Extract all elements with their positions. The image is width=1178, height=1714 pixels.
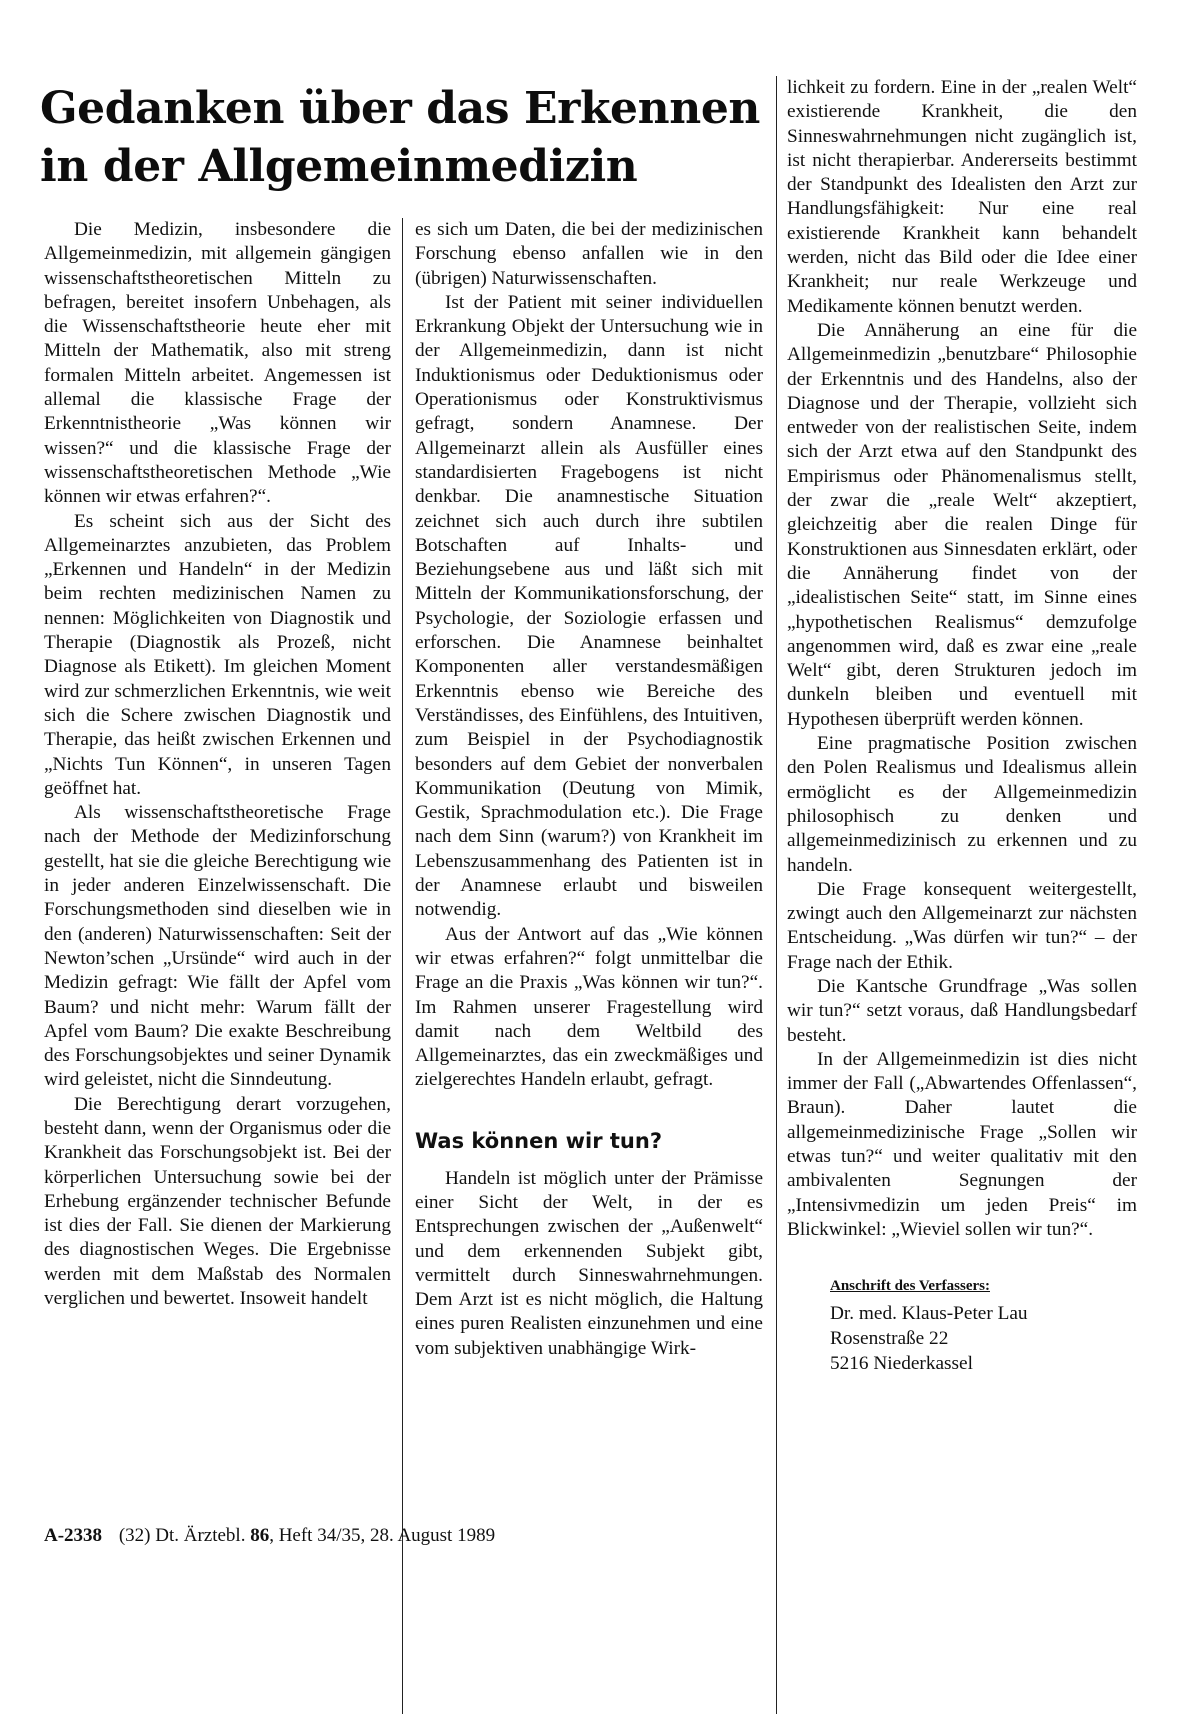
author-city: 5216 Niederkassel [830, 1353, 973, 1375]
column-3 [787, 76, 1137, 1376]
journal-volume: 86 [250, 1525, 270, 1546]
body-paragraph: Die Annäherung an eine für die Allgemeinmedizin „benutzbare“ Philosophie der Erkenntnis und des Handelns, also der Diagnose und der Therapie, vollzieht sich entweder von der realistischen Seite, indem sich der Arzt etwa auf den Standpunkt des Empirismus oder Phänomenalismus stellt, der zwar die „reale Welt“ akzeptiert, gleichzeitig aber die realen Dinge für Konstruktionen aus Sinnesdaten erklärt, oder die Annäherung findet von der „idealistischen Seite“ statt, im Sinne eines „hypothetischen Realismus“ demzufolge angenommen wird, daß es zwar eine „reale Welt“ gibt, deren Strukturen jedoch im dunkeln bleiben und eventuell mit Hypothesen überprüft werden können. [787, 319, 1137, 730]
author-address-label: Anschrift des Verfassers: [830, 1278, 990, 1295]
article-title [40, 80, 760, 196]
column-2 [415, 218, 763, 1361]
author-address [830, 1276, 1137, 1376]
journal-name: Dt. Ärztebl. [155, 1525, 246, 1546]
body-paragraph: Eine pragmatische Position zwischen den Polen Realismus und Idealismus allein ermöglicht es der Allgemeinmedizin philosophisch zu denken und allgemeinmedizinisch zu erkennen und zu handeln. [787, 733, 1137, 876]
column-1 [44, 218, 391, 1311]
journal-issue: , Heft 34/35, 28. August 1989 [269, 1525, 496, 1546]
body-paragraph: lichkeit zu fordern. Eine in der „realen Welt“ existierende Krankheit, die den Sinneswahrnehmungen nicht zugänglich ist, ist nicht therapierbar. Andererseits bestimmt der Standpunkt des Idealisten den Arzt zur Handlungsfähigkeit: Nur eine real existierende Krankheit kann behandelt werden, nicht das Bild oder die Idee einer Krankheit; nur reale Werkzeuge und Medikamente können benutzt werden. [787, 77, 1137, 317]
author-street: Rosenstraße 22 [830, 1328, 949, 1350]
page-footer [44, 1524, 495, 1548]
body-paragraph: Als wissenschaftstheoretische Frage nach der Methode der Medizinforschung gestellt, hat sie die gleiche Berechtigung wie in jeder anderen Einzelwissenschaft. Die Forschungsmethoden sind dieselben wie in den (anderen) Naturwissenschaften: Seit der Newton’schen „Ursünde“ wird auch in der Medizin gefragt: Wie fällt der Apfel vom Baum? und nicht mehr: Warum fällt der Apfel vom Baum? Die exakte Beschreibung des Forschungsobjektes und seiner Dynamik wird geleistet, nicht die Sinndeutung. [44, 802, 391, 1091]
body-paragraph: Die Medizin, insbesondere die Allgemeinmedizin, mit allgemein gängigen wissenschaftstheoretischen Mitteln zu befragen, bereitet insofern Unbehagen, als die Wissenschaftstheorie heute eher mit Mitteln der Mathematik, also mit streng formalen Mitteln arbeitet. Angemessen ist allemal die klassische Frage der Erkenntnistheorie „Was können wir wissen?“ und die klassische Frage der wissenschaftstheoretischen Methode „Wie können wir etwas erfahren?“. [44, 219, 391, 508]
body-paragraph: Es scheint sich aus der Sicht des Allgemeinarztes anzubieten, das Problem „Erkennen und Handeln“ in der Medizin beim rechten medizinischen Namen zu nennen: Möglichkeiten von Diagnostik und Therapie (Diagnostik als Prozeß, nicht Diagnose als Etikett). Im gleichen Moment wird zur schmerzlichen Erkenntnis, wie weit sich die Schere zwischen Diagnostik und Therapie, das heißt zwischen Erkennen und „Nichts Tun Können“, in unseren Tagen geöffnet hat. [44, 510, 391, 799]
page-number: (32) [118, 1525, 151, 1546]
body-paragraph: Die Berechtigung derart vorzugehen, besteht dann, wenn der Organismus oder die Krankheit das Forschungsobjekt ist. Bei der körperlichen Untersuchung sowie bei der Erhebung ergänzender technischer Befunde ist dies der Fall. Sie dienen der Markierung des diagnostischen Weges. Die Ergebnisse werden mit dem Maßstab des Normalen verglichen und bewertet. Insoweit handelt [44, 1093, 391, 1310]
section-heading: Was können wir tun? [415, 1128, 663, 1153]
body-paragraph: es sich um Daten, die bei der medizinischen Forschung ebenso anfallen wie in den (übrigen) Naturwissenschaften. [415, 219, 763, 289]
column-divider [402, 218, 403, 1714]
body-paragraph: Die Frage konsequent weitergestellt, zwingt auch den Allgemeinarzt zur nächsten Entscheidung. „Was dürfen wir tun?“ – der Frage nach der Ethik. [787, 878, 1137, 973]
body-paragraph: Ist der Patient mit seiner individuellen Erkrankung Objekt der Untersuchung wie in der Allgemeinmedizin, dann ist nicht Induktionismus oder Deduktionismus oder Operationismus oder Konstruktivismus gefragt, sondern Anamnese. Der Allgemeinarzt allein als Ausfüller eines standardisierten Fragebogens ist nicht denkbar. Die anamnestische Situation zeichnet sich auch durch ihre subtilen Botschaften auf Inhalts- und Beziehungsebene aus und läßt sich mit Mitteln der Kommunikationsforschung, der Psychologie, der Soziologie erfassen und erforschen. Die Anamnese beinhaltet Komponenten aller verstandesmäßigen Erkenntnis ebenso wie Bereiche des Verständisses, des Einfühlens, des Intuitiven, zum Beispiel in der Psychodiagnostik besonders auf dem Gebiet der nonverbalen Kommunikation (Deutung von Mimik, Gestik, Sprachmodulation etc.). Die Frage nach dem Sinn (warum?) von Krankheit im Lebenszusammenhang des Patienten ist in der Anamnese erlaubt und bisweilen notwendig. [415, 291, 763, 921]
body-paragraph: Aus der Antwort auf das „Wie können wir etwas erfahren?“ folgt unmittelbar die Frage an die Praxis „Was können wir tun?“. Im Rahmen unserer Fragestellung wird damit nach dem Weltbild des Allgemeinarztes, das ein zweckmäßiges und zielgerechtes Handeln erlaubt, gefragt. [415, 923, 763, 1091]
title-line-2: in der Allgemeinmedizin [40, 141, 638, 192]
body-paragraph: In der Allgemeinmedizin ist dies nicht immer der Fall („Abwartendes Offenlassen“, Braun). Daher lautet die allgemeinmedizinische Frage „Sollen wir etwas tun?“ und weiter qualitativ mit den ambivalenten Segnungen der „Intensivmedizin um jeden Preis“ im Blickwinkel: „Wieviel sollen wir tun?“. [787, 1048, 1137, 1240]
page-code: A-2338 [44, 1525, 103, 1546]
body-paragraph: Handeln ist möglich unter der Prämisse einer Sicht der Welt, in der es Entsprechungen zwischen der „Außenwelt“ und dem erkennenden Subjekt gibt, vermittelt durch Sinneswahrnehmungen. Dem Arzt ist es nicht möglich, die Haltung eines puren Realisten einzunehmen und eine vom subjektiven unabhängige Wirk- [415, 1167, 763, 1359]
author-name: Dr. med. Klaus-Peter Lau [830, 1303, 1028, 1325]
title-line-1: Gedanken über das Erkennen [40, 83, 761, 134]
body-paragraph: Die Kantsche Grundfrage „Was sollen wir tun?“ setzt voraus, daß Handlungsbedarf besteht. [787, 975, 1137, 1046]
column-divider [776, 76, 777, 1714]
